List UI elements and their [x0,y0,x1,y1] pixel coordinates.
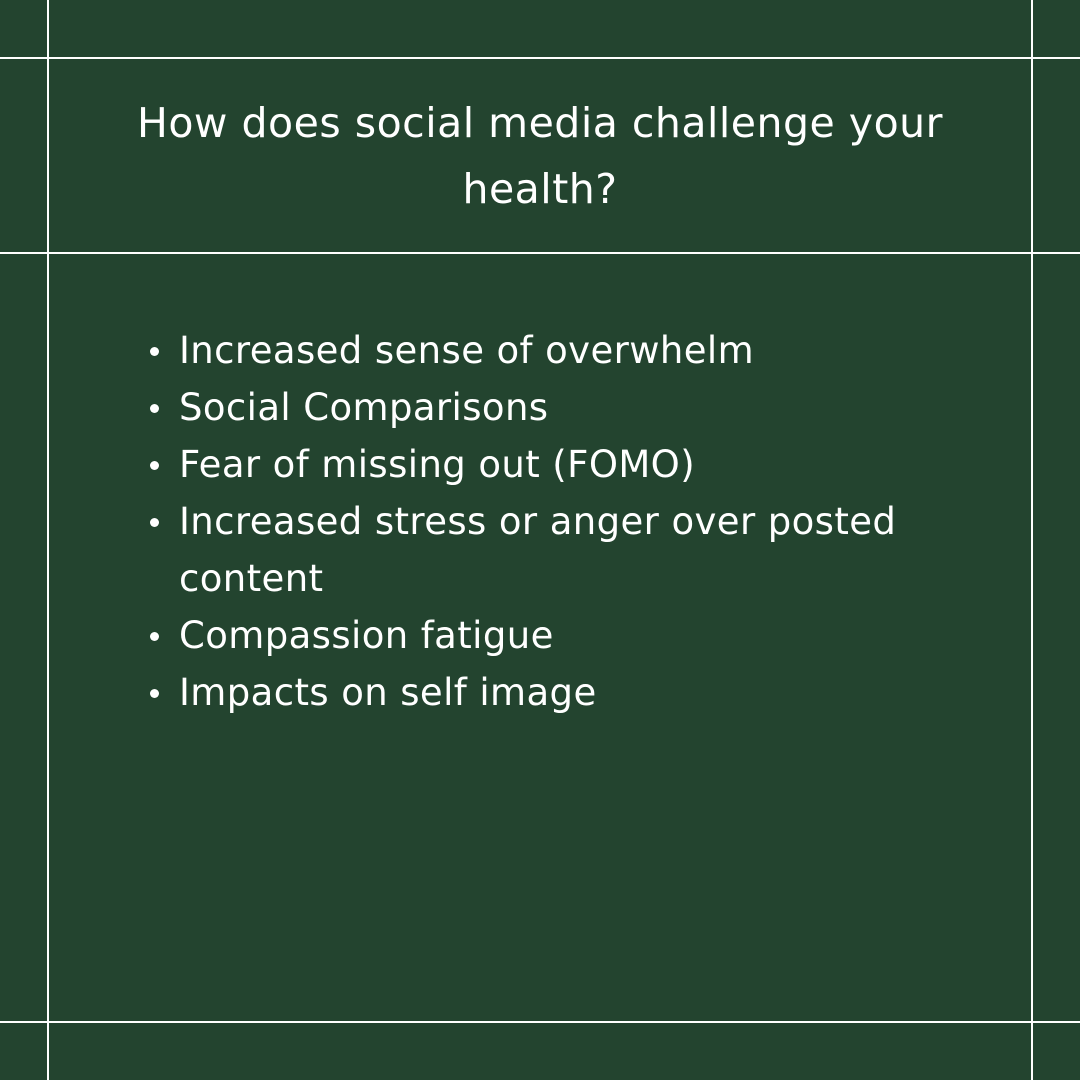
bullet-text: Social Comparisons [179,386,549,429]
bullet-text: Impacts on self image [179,671,597,714]
title-divider-line [0,252,1080,254]
page-title: How does social media challenge your health? [137,98,943,213]
list-item [150,664,990,721]
bullet-text: Increased sense of overwhelm [179,329,755,372]
right-frame-line [1031,0,1033,1080]
bullet-text: Increased stress or anger over posted content [179,500,897,600]
list-item [150,379,990,436]
bullet-dot-icon [150,518,159,527]
list-item [150,607,990,664]
title-box [49,59,1031,252]
bullet-dot-icon [150,632,159,641]
bullet-dot-icon [150,689,159,698]
list-item [150,436,990,493]
list-item [150,322,990,379]
bullet-dot-icon [150,461,159,470]
bullet-text: Fear of missing out (FOMO) [179,443,696,486]
bullet-list [150,322,990,721]
list-item [150,493,990,607]
bullet-text: Compassion fatigue [179,614,554,657]
bullet-dot-icon [150,404,159,413]
bottom-frame-line [0,1021,1080,1023]
bullet-dot-icon [150,347,159,356]
